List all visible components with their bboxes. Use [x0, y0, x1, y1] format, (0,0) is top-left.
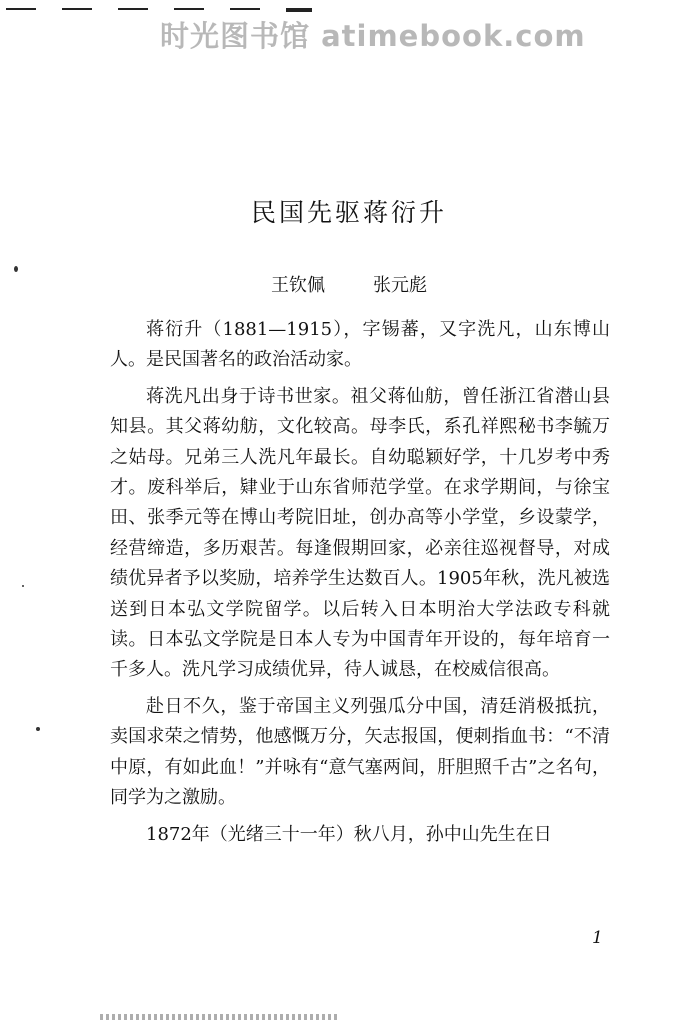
paragraph: 蒋衍升（1881—1915），字锡蕃，又字洗凡，山东博山人。是民国著名的政治活动家。: [110, 319, 610, 371]
page-number: 1: [592, 928, 603, 948]
header-rules: [0, 8, 320, 12]
article-authors: [0, 271, 698, 297]
scan-speck: [36, 727, 40, 731]
article-title: 民国先驱蒋衍升: [250, 198, 447, 227]
article-body: [110, 315, 610, 856]
paragraph: 1872年（光绪三十一年）秋八月，孙中山先生在日: [146, 823, 552, 845]
scan-speck: [14, 266, 18, 272]
site-watermark: 时光图书馆 atimebook.com: [160, 19, 586, 53]
scan-artifact: [100, 1014, 340, 1020]
paragraph: 赴日不久，鉴于帝国主义列强瓜分中国，清廷消极抵抗，卖国求荣之情势，他感慨万分，矢志报国，便刺指血书：“不清中原，有如此血！”并咏有“意气塞两间，肝胆照千古”之名句，同学为之激励。: [110, 695, 610, 809]
author-name: 王钦佩: [271, 275, 325, 296]
author-name: 张元彪: [373, 275, 427, 296]
scan-speck: [22, 585, 24, 587]
paragraph: 蒋洗凡出身于诗书世家。祖父蒋仙舫，曾任浙江省潜山县知县。其父蒋幼舫，文化较高。母李氏，系孔祥熙秘书李毓万之姑母。兄弟三人洗凡年最长。自幼聪颖好学，十几岁考中秀才。废科举后，肄业于山东省师范学堂。在求学期间，与徐宝田、张季元等在博山考院旧址，创办高等小学堂，乡设蒙学，经营缔造，多历艰苦。每逢假期回家，必亲往巡视督导，对成绩优异者予以奖励，培养学生达数百人。1905年秋，洗凡被选送到日本弘文学院留学。以后转入日本明治大学法政专科就读。日本弘文学院是日本人专为中国青年开设的，每年培育一千多人。洗凡学习成绩优异，待人诚恳，在校威信很高。: [110, 385, 610, 681]
